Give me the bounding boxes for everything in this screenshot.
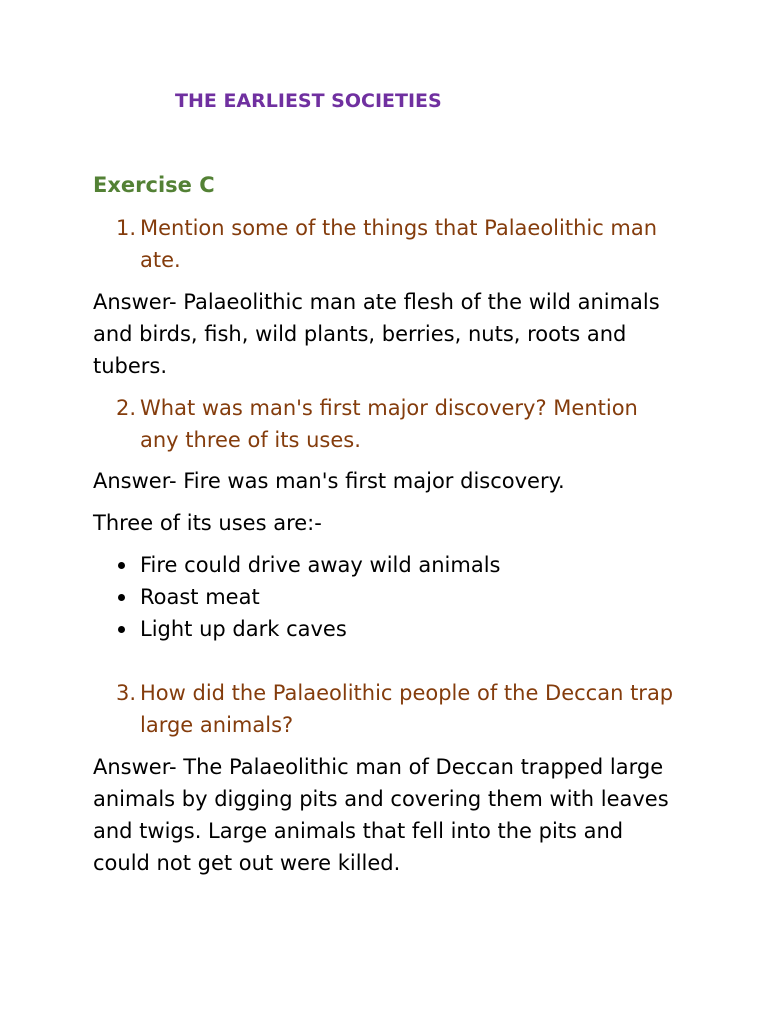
answer-2-followup [93,507,693,539]
answer-text: Answer- Palaeolithic man ate flesh of the wild animals and birds, fish, wild plants, berries, nuts, roots and tubers. [93,290,660,378]
list-item [93,549,693,581]
list-item-text: Roast meat [140,585,260,609]
bullet-icon [118,594,125,601]
list-item [93,581,693,613]
question-number: 2. [116,396,137,420]
question-number: 3. [116,681,137,705]
bullet-icon [118,626,125,633]
question-2 [93,392,693,456]
answer-1 [93,286,678,382]
answer-followup-text: Three of its uses are:- [93,511,322,535]
question-text: Mention some of the things that Palaeolithic man ate. [140,216,658,272]
question-number: 1. [116,216,137,240]
answer-2 [93,465,693,497]
question-text: What was man's first major discovery? Mention any three of its uses. [140,396,638,452]
question-text: How did the Palaeolithic people of the Deccan trap large animals? [140,681,674,737]
question-1 [93,212,693,276]
answer-text: Answer- Fire was man's first major discovery. [93,469,565,493]
list-item-text: Light up dark caves [140,617,347,641]
bullet-icon [118,562,125,569]
list-item [93,613,693,645]
answer-3 [93,751,673,879]
exercise-heading: Exercise C [93,173,215,197]
document-title: THE EARLIEST SOCIETIES [175,90,442,112]
uses-list [93,549,693,645]
list-item-text: Fire could drive away wild animals [140,553,501,577]
answer-text: Answer- The Palaeolithic man of Deccan trapped large animals by digging pits and covering them with leaves and twigs. Large animals that fell into the pits and could not get out were killed. [93,755,669,875]
question-3 [93,677,693,741]
